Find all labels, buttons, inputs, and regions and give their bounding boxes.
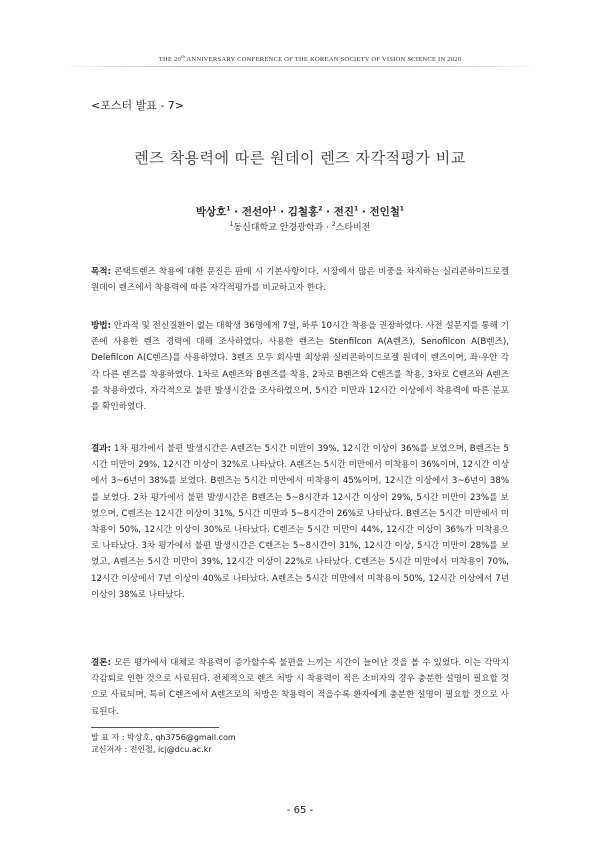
session-label: <포스터 발표 - 7> (91, 99, 185, 112)
paper-title: 렌즈 착용력에 따른 원데이 렌즈 자각적평가 비교 (134, 149, 466, 167)
purpose-text: 콘택트렌즈 착용에 대한 문진은 판매 시 기본사항이다. 시장에서 많은 비중을 차지하는 실리콘하이드로겔 원데이 렌즈에서 착용력에 따른 자각적평가를 비교하고자 한다. (91, 267, 509, 294)
affiliation: $^1$동신대학교 안경광학과 · $^2$스타비전 (229, 221, 371, 233)
purpose-label: 목적: (91, 267, 112, 277)
result-section (91, 441, 509, 603)
conclusion-section (91, 655, 509, 720)
corresponding-footnote: 교신저자 : 전인철, icj@dcu.ac.kr (91, 745, 212, 754)
conclusion-text: 모든 평가에서 대체로 착용력이 증가할수록 불편을 느끼는 시간이 늘어난 것을 볼 수 있었다. 이는 각막지각감퇴로 인한 것으로 사료된다. 전체적으로 렌즈 처방 시 착용력이 적은 소비자의 경우 충분한 설명이 필요할 것으로 사료되며, 특히 C렌즈에서 A렌즈로의 처방은 착용력이 적을수록 환자에게 충분한 설명이 필요할 것으로 사료된다. (91, 658, 509, 717)
result-text: 1차 평가에서 불편 발생시간은 A렌즈는 5시간 미만이 39%, 12시간 이상이 36%를 보였으며, B렌즈는 5시간 미만이 29%, 12시간 이상이 32%로 나타났다. A렌즈는 5시간 미만에서 미착용이 36%이며, 12시간 이상에서 3~6년이 38%를 보였다. B렌즈는 5시간 미만에서 미착용이 45%이며, 12시간 이상에서 3~6년이 38%를 보였다. 2차 평가에서 불편 발생시간은 B렌즈는 5~8시간과 12시간 이상이 29%, 5시간 미만이 23%를 보였으며, C렌즈는 12시간 이상이 31%, 5시간 미만과 5~8시간이 26%로 나타났다. B렌즈는 5시간 미만에서 미착용이 50%, 12시간 이상이 30%로 나타났다. C렌즈는 5시간 미만이 44%, 12시간 이상이 36%가 미착용으로 나타났다. 3차 평가에서 불편 발생시간은 C렌즈는 5~8시간이 31%, 12시간 이상, 5시간 미만이 28%를 보였고, A렌즈는 5시간 미만이 39%, 12시간 이상이 22%로 나타났다. C렌즈는 5시간 미만에서 미착용이 70%, 12시간 이상에서 7년 이상이 40%로 나타났다. A렌즈는 5시간 미만에서 미착용이 50%, 12시간 이상에서 7년 이상이 38%로 나타났다. (91, 444, 509, 600)
author-name: 전선아 (241, 206, 273, 218)
method-label: 방법: (91, 321, 112, 331)
author-name: 전진 (333, 206, 354, 218)
method-section (91, 318, 509, 415)
footnote-rule (91, 727, 219, 728)
author-name: 전인철 (369, 206, 400, 218)
purpose-section (91, 264, 509, 296)
author-name: 박상호 (195, 206, 227, 218)
result-label: 결과: (91, 444, 112, 454)
page-number: - 65 - (286, 805, 314, 816)
author-name: 김철홍 (287, 206, 319, 218)
presenter-footnote: 발 표 자 : 박상호, qh3756@gmail.com (91, 733, 236, 742)
method-text: 안과적 및 전신질환이 없는 대학생 36명에게 7일, 하루 10시간 착용을 권장하였다. 사전 설문지를 통해 기존에 사용한 렌즈 경력에 대해 조사하였다. 사용한 렌즈는 Stenfilcon A(A렌즈), Senofilcon A(B렌즈), Delefilcon A(C렌즈)를 사용하였다. 3렌즈 모두 회사별 최상위 실리콘하이드로겔 원데이 렌즈이며, 좌·우안 각각 다른 렌즈를 착용하였다. 1차로 A렌즈와 B렌즈를 착용, 2차로 B렌즈와 C렌즈를 착용, 3차로 C렌즈와 A렌즈를 착용하였다. 자각적으로 불편 발생시간을 조사하였으며, 5시간 미만과 12시간 이상에서 착용력에 따른 분포를 확인하였다. (91, 321, 509, 413)
conclusion-label: 결론: (91, 658, 112, 668)
conference-header: THE 20th ANNIVERSARY CONFERENCE OF THE KOREAN SOCIETY OF VISION SCIENCE IN 2020 (158, 54, 462, 64)
header-rule (60, 66, 540, 67)
author-list: 박상호$^1$ · 전선아$^1$ · 김철홍$^2$ · 전진$^1$ · 전인철$^1$ (195, 205, 405, 218)
